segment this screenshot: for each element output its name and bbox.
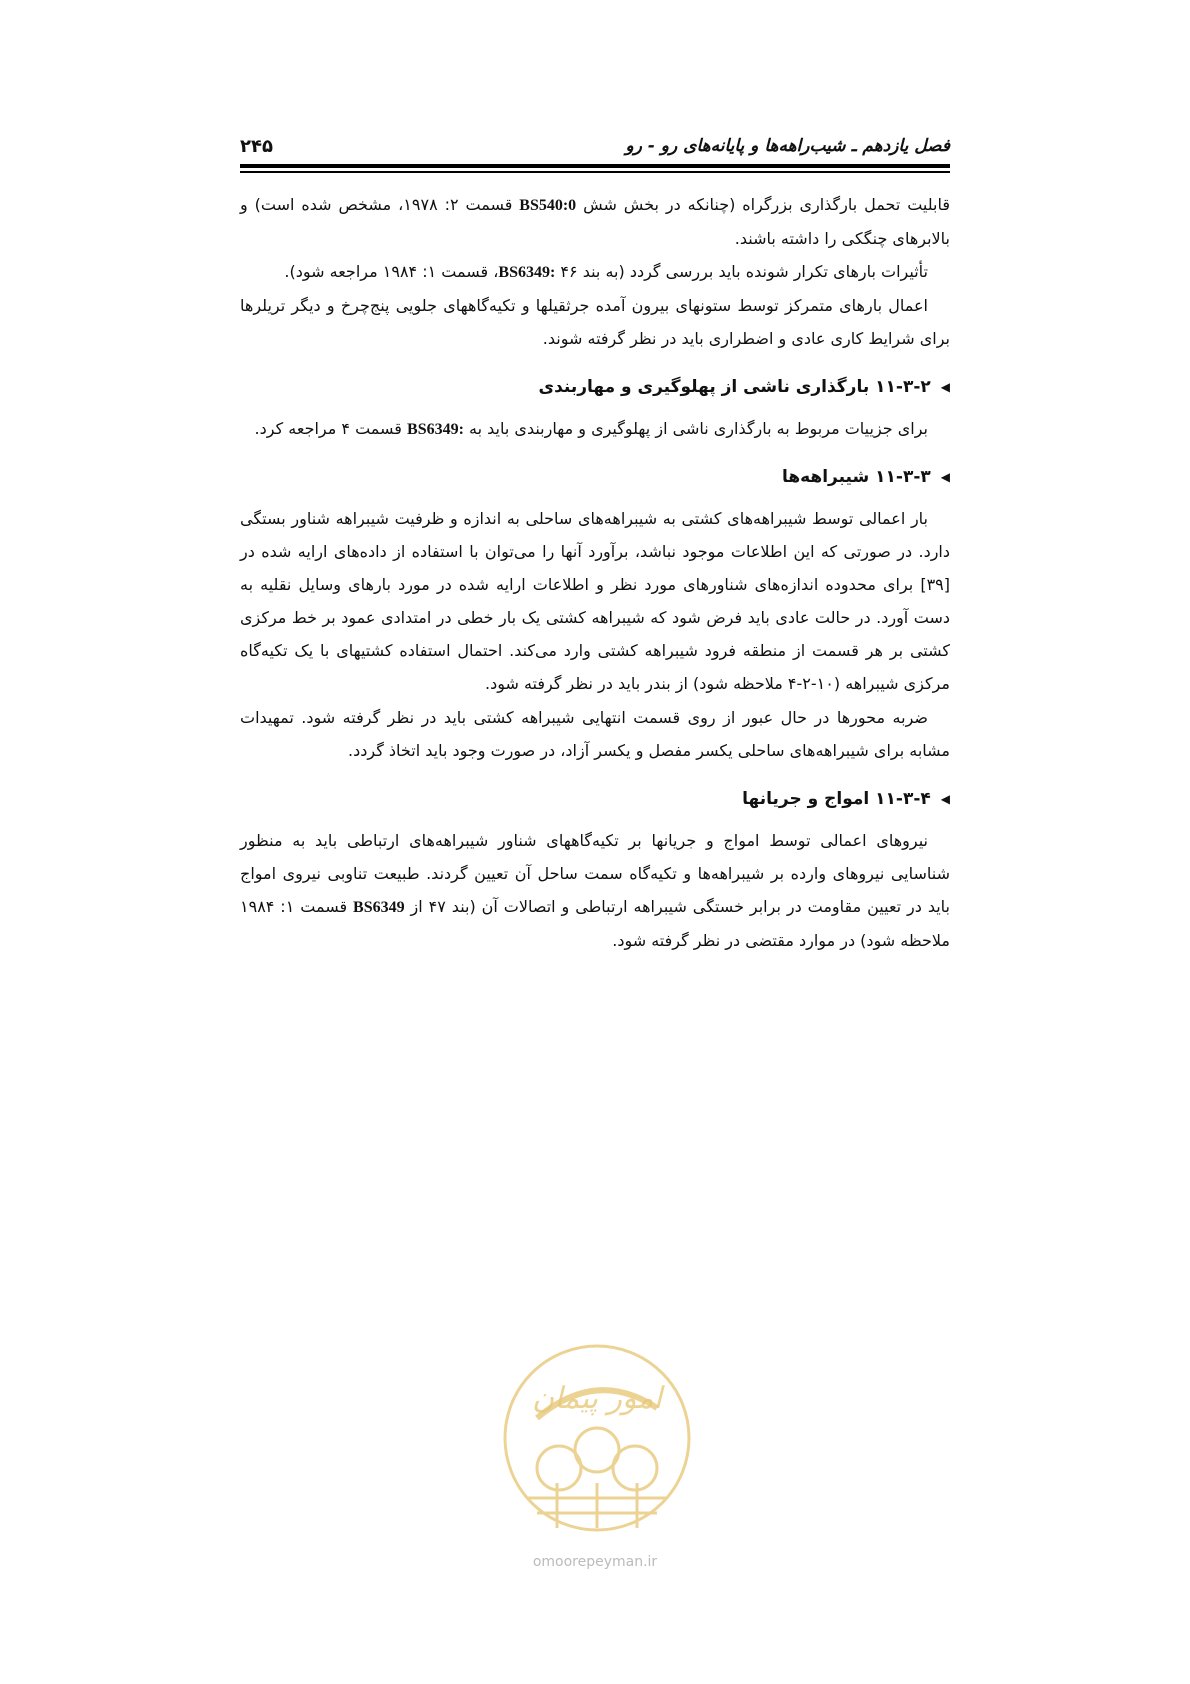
paragraph: تأثیرات بارهای تکرار شونده باید بررسی گردد (به بند ۴۶ BS6349:، قسمت ۱: ۱۹۸۴ مراجعه شود). (284, 262, 928, 281)
page-number: ۲۴۵ (240, 135, 273, 157)
triangle-bullet-icon: ◀ (940, 792, 950, 806)
watermark-site: omoorepeyman.ir (532, 1554, 658, 1570)
header-rule-thick (240, 164, 950, 168)
chapter-title: فصل یازدهم ـ شیب‌راهه‌ها و پایانه‌های رو - رو (625, 136, 950, 156)
header-rule-thin (240, 171, 950, 173)
section-heading: ◀ ۱۱-۳-۳ شیبراهه‌ها (240, 462, 950, 492)
page-body (240, 188, 950, 957)
paragraph: ضربه محورها در حال عبور از روی قسمت انتهایی شیبراهه کشتی باید در نظر گرفته شود. تمهیدات مشابه برای شیبراهه‌های ساحلی یکسر مفصل و یکسر آزاد، در صورت وجود باید اتخاذ گردد. (240, 708, 950, 760)
triangle-bullet-icon: ◀ (940, 380, 950, 394)
paragraph: قابلیت تحمل بارگذاری بزرگراه (چنانکه در بخش شش BS540:0 قسمت ۲: ۱۹۷۸، مشخص شده است) و بالابرهای چنگکی را داشته باشند. (240, 195, 951, 248)
section-heading: ◀ ۱۱-۳-۲ بارگذاری ناشی از پهلوگیری و مهاربندی (240, 372, 950, 402)
paragraph: برای جزییات مربوط به بارگذاری ناشی از پهلوگیری و مهاربندی باید به BS6349: قسمت ۴ مراجعه کرد. (254, 419, 928, 438)
triangle-bullet-icon: ◀ (940, 470, 950, 484)
svg-text:امور پیمان: امور پیمان (532, 1381, 662, 1416)
watermark-logo-icon (497, 1338, 697, 1538)
paragraph: بار اعمالی توسط شیبراهه‌های کشتی به شیبراهه‌های ساحلی به اندازه و ظرفیت شیبراهه شناور بستگی دارد. در صورتی که این اطلاعات موجود نباشد، برآورد آنها را می‌توان با استفاده از داده‌های ارایه شده در [۳۹] برای محدوده اندازه‌های شناورهای مورد نظر و اطلاعات ارایه شده در مورد بارهای وسایل نقلیه به دست آورد. در حالت عادی باید فرض شود که شیبراهه کشتی یک بار خطی در امتدادی عمود بر خط مرکزی کشتی بر هر قسمت از منطقه فرود شیبراهه کشتی وارد می‌کند. احتمال استفاده کشتیهای با یک تکیه‌گاه مرکزی شیبراهه (۱۰-۲-۴ ملاحظه شود) از بندر باید در نظر گرفته شود. (240, 509, 950, 693)
paragraph: اعمال بارهای متمرکز توسط ستونهای بیرون آمده جرثقیلها و تکیه‌گاههای جلویی پنج‌چرخ و دیگر تریلرها برای شرایط کاری عادی و اضطراری باید در نظر گرفته شوند. (240, 296, 950, 348)
paragraph: نیروهای اعمالی توسط امواج و جریانها بر تکیه‌گاههای شناور شیبراهه‌های ارتباطی باید به منظور شناسایی نیروهای وارده بر شیبراهه‌ها و تکیه‌گاه سمت ساحل آن تعیین گردند. طبیعت تناوبی نیروی امواج باید در تعیین مقاومت در برابر خستگی شیبراهه ارتباطی و اتصالات آن (بند ۴۷ از BS6349 قسمت ۱: ۱۹۸۴ ملاحظه شود) در موارد مقتضی در نظر گرفته شود. (240, 831, 951, 950)
page-header (240, 128, 950, 164)
section-heading: ◀ ۱۱-۳-۴ امواج و جریانها (240, 784, 950, 814)
